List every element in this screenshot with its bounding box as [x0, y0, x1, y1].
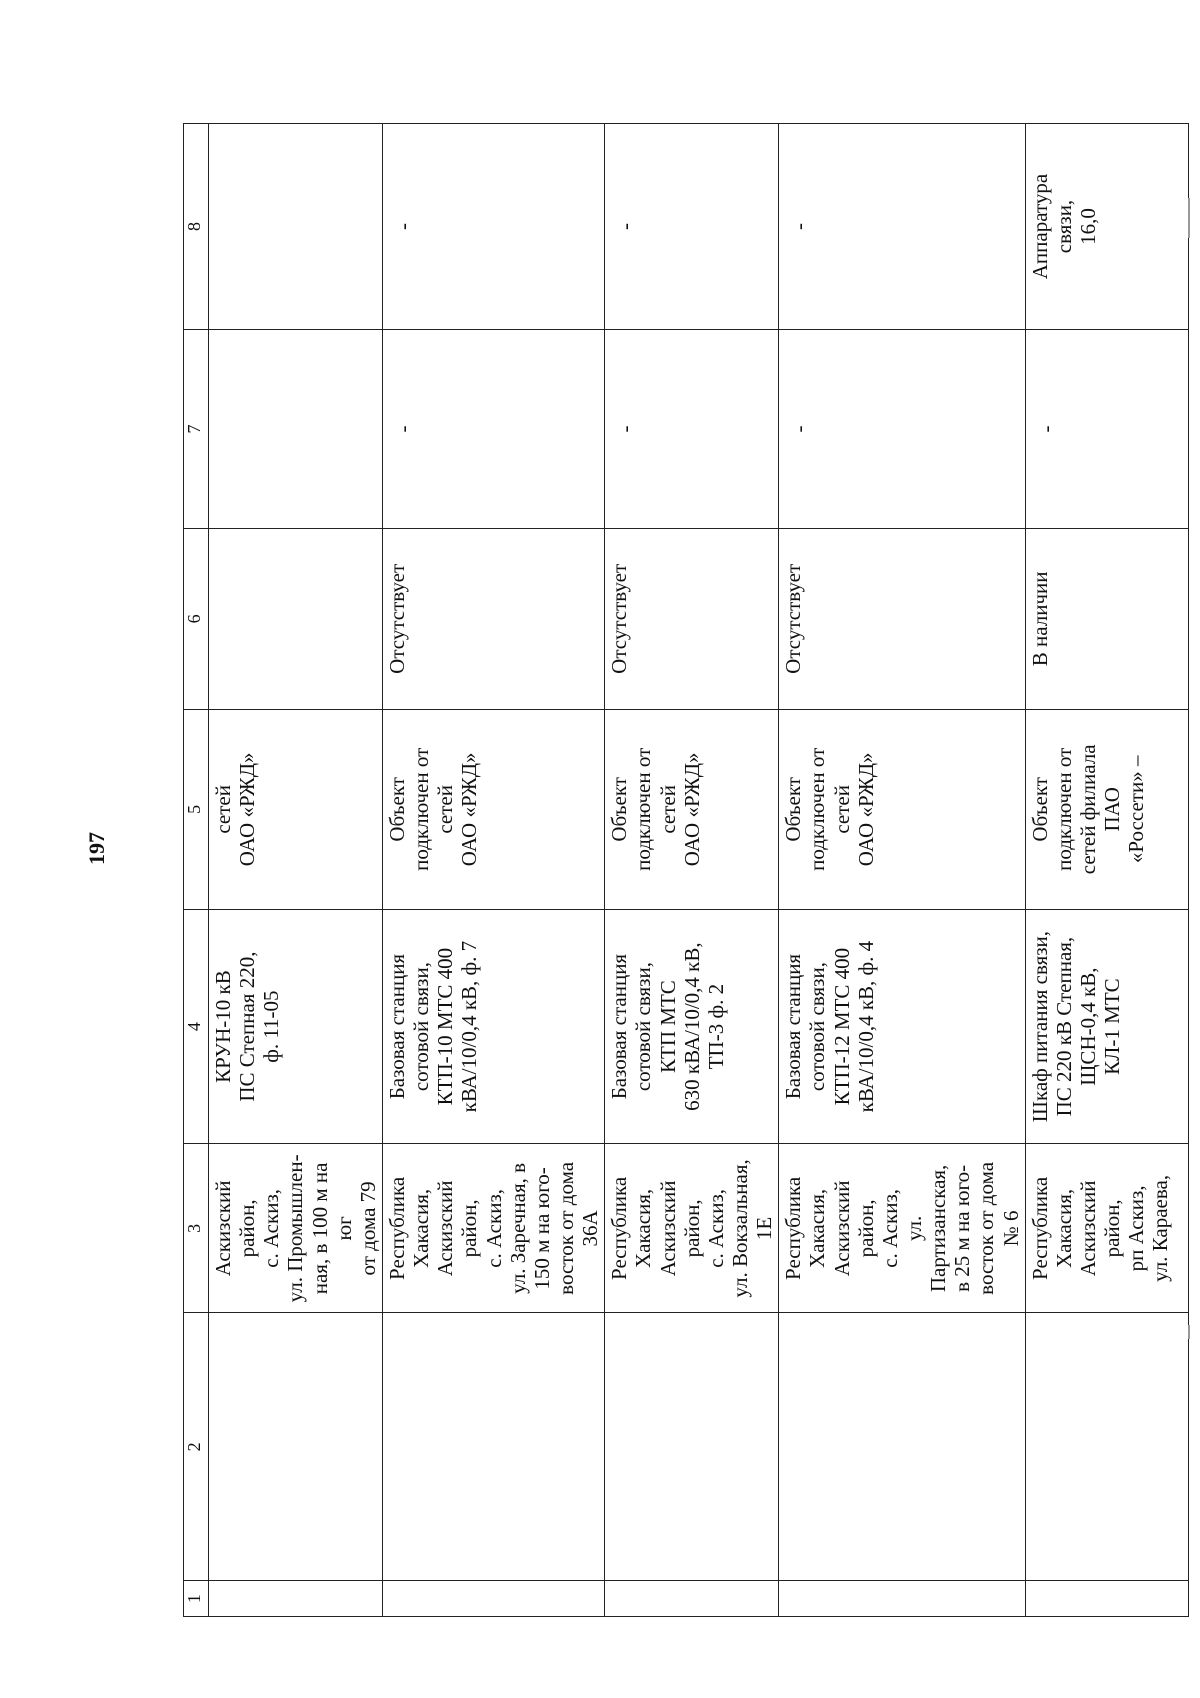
table-cell-col6	[779, 528, 1025, 709]
cell-text-line: подключен от	[409, 747, 434, 871]
table-cell-col1	[1025, 1581, 1188, 1617]
cell-text-line: Аскизский район,	[1075, 1180, 1125, 1277]
cell-text-line: 16,0	[1075, 208, 1100, 245]
scan-edge-mark	[1188, 198, 1190, 238]
cell-text-line: КТП-10 МТС 400	[433, 947, 458, 1106]
cell-text-line: рп Аскиз,	[1124, 1185, 1149, 1272]
cell-text-line: сотовой связи,	[409, 962, 434, 1092]
cell-text-line: КЛ-1 МТС	[1100, 978, 1125, 1075]
cell-text-line: 1Е	[752, 1216, 777, 1241]
cell-text-line: сетей	[433, 785, 458, 834]
cell-text-line: сетей	[211, 785, 235, 834]
column-header-4: 4	[184, 909, 209, 1144]
cell-text-line: Аппаратура	[1027, 173, 1052, 280]
table-row	[605, 124, 779, 1617]
table-cell-col4	[209, 909, 383, 1144]
cell-text-line: Хакасия,	[805, 1188, 830, 1268]
table-cell-col1	[382, 1581, 604, 1617]
cell-text-line: подключен от	[631, 747, 656, 871]
table-cell-col6	[1025, 528, 1188, 709]
cell-text-line: Республика	[1027, 1176, 1052, 1280]
cell-text-line: Аскизский район,	[433, 1180, 482, 1277]
cell-text-line: ул. Караева,	[1148, 1174, 1173, 1282]
table-cell-col2	[382, 1313, 604, 1581]
cell-text-line: Хакасия,	[1051, 1188, 1076, 1268]
cell-text-line: ТП-3 ф. 2	[703, 983, 728, 1070]
cell-text-line: ПС Степная 220,	[235, 951, 260, 1102]
cell-text-line: 630 кВА/10/0,4 кВ,	[679, 942, 704, 1111]
cell-text-line: ул. Заречная, в	[505, 1162, 530, 1294]
table-cell-col8	[209, 124, 383, 330]
cell-text-line: Аскизский район,	[211, 1180, 260, 1277]
table-cell-col2	[605, 1313, 779, 1581]
cell-text: Отсутствует	[781, 563, 806, 674]
table-cell-col2	[1025, 1313, 1188, 1581]
table-cell-col5	[779, 709, 1025, 909]
table-cell-col4	[779, 909, 1025, 1144]
cell-text-line: сотовой связи,	[631, 962, 656, 1092]
table-cell-col7	[605, 330, 779, 529]
cell-text-line: сетей филиала	[1075, 744, 1100, 875]
table-cell-col3	[779, 1144, 1025, 1313]
cell-text-line: Аскизский район,	[655, 1180, 704, 1277]
table-cell-col6	[209, 528, 383, 709]
cell-text-line: сетей	[829, 785, 854, 834]
table-cell-col8	[779, 124, 1025, 330]
cell-text-line: ул. Вокзальная,	[727, 1159, 752, 1298]
cell-text-line: ОАО «РЖД»	[235, 752, 260, 867]
table-cell-col3	[605, 1144, 779, 1313]
table-cell-col4	[1025, 909, 1188, 1144]
table-cell-col4	[382, 909, 604, 1144]
cell-text-line: ОАО «РЖД»	[853, 752, 878, 867]
table-cell-col5	[382, 709, 604, 909]
cell-text-line: ф. 11-05	[259, 990, 284, 1063]
table-cell-col7	[779, 330, 1025, 529]
cell-text-line: в 25 м на юго-	[950, 1164, 975, 1292]
cell-text-line: Объект	[781, 777, 806, 842]
column-header-1: 1	[184, 1581, 209, 1617]
cell-dash: -	[787, 223, 812, 231]
cell-text-line: Объект	[607, 777, 632, 842]
cell-text-line: с. Аскиз,	[259, 1189, 284, 1268]
table-cell-col5	[209, 709, 383, 909]
cell-text-line: КТП-12 МТС 400	[829, 947, 854, 1106]
cell-text-line: с. Аскиз,	[703, 1189, 728, 1268]
cell-text-line: от дома 79	[355, 1181, 380, 1276]
cell-text-line: ЩСН-0,4 кВ,	[1075, 967, 1100, 1086]
cell-text: Отсутствует	[607, 563, 632, 674]
cell-dash: -	[1033, 425, 1058, 433]
table-cell-col7	[382, 330, 604, 529]
table-cell-col1	[209, 1581, 383, 1617]
column-header-7: 7	[184, 330, 209, 529]
table-row	[1025, 124, 1188, 1617]
cell-text-line: ная, в 100 м на юг	[307, 1162, 356, 1295]
table-cell-col4	[605, 909, 779, 1144]
table-cell-col3	[1025, 1144, 1188, 1313]
cell-text-line: 36А	[578, 1210, 603, 1247]
rotated-table-container	[183, 123, 1173, 1617]
cell-text-line: ул. Партизанская,	[901, 1164, 951, 1293]
table-row	[209, 124, 383, 1617]
table-cell-col8	[382, 124, 604, 330]
column-header-3: 3	[184, 1144, 209, 1313]
cell-text-line: ПС 220 кВ Степная,	[1051, 936, 1076, 1117]
table-cell-col7	[209, 330, 383, 529]
table-cell-col5	[605, 709, 779, 909]
cell-text-line: 150 м на юго-	[529, 1167, 554, 1290]
cell-text-line: Шкаф питания связи,	[1027, 930, 1052, 1123]
table-row	[382, 124, 604, 1617]
table-cell-col6	[382, 528, 604, 709]
cell-text-line: ул. Промышлен-	[283, 1154, 308, 1303]
cell-text-line: ПАО	[1100, 787, 1125, 832]
table-cell-col5	[1025, 709, 1188, 909]
cell-dash: -	[390, 425, 415, 433]
cell-text-line: кВА/10/0,4 кВ, ф. 4	[853, 940, 878, 1113]
cell-text-line: подключен от	[1051, 747, 1076, 871]
cell-dash: -	[613, 425, 638, 433]
table-cell-col1	[605, 1581, 779, 1617]
cell-text-line: № 6	[998, 1210, 1023, 1247]
cell-text-line: Аскизский район,	[829, 1180, 878, 1277]
header-row	[184, 124, 209, 1617]
table-cell-col8	[605, 124, 779, 330]
cell-text-line: Базовая станция	[384, 953, 409, 1100]
table-cell-col2	[779, 1313, 1025, 1581]
cell-text-line: связи,	[1051, 199, 1076, 254]
cell-text-line: Базовая станция	[781, 953, 806, 1100]
table-cell-col7	[1025, 330, 1188, 529]
table-cell-col3	[382, 1144, 604, 1313]
cell-text-line: Хакасия,	[631, 1188, 656, 1268]
cell-text: В наличии	[1027, 571, 1052, 667]
cell-text-line: восток от дома	[974, 1161, 999, 1295]
cell-dash: -	[613, 223, 638, 231]
cell-text-line: Хакасия,	[409, 1188, 434, 1268]
cell-text-line: Объект	[1027, 777, 1052, 842]
cell-text-line: КРУН-10 кВ	[211, 970, 235, 1083]
cell-text-line: «Россети» –	[1124, 755, 1149, 864]
column-header-6: 6	[184, 528, 209, 709]
cell-text-line: Республика	[607, 1176, 632, 1280]
cell-text-line: ОАО «РЖД»	[457, 752, 482, 867]
cell-text-line: Республика	[781, 1176, 806, 1280]
cell-text-line: с. Аскиз,	[877, 1189, 902, 1268]
column-header-2: 2	[184, 1313, 209, 1581]
cell-text-line: сотовой связи,	[805, 962, 830, 1092]
cell-text-line: подключен от	[805, 747, 830, 871]
cell-text-line: сетей	[655, 785, 680, 834]
cell-text-line: Объект	[384, 777, 409, 842]
cell-text: Отсутствует	[384, 563, 409, 674]
cell-text-line: восток от дома	[553, 1161, 578, 1295]
cell-text-line: ОАО «РЖД»	[679, 752, 704, 867]
table-cell-col1	[779, 1581, 1025, 1617]
table-cell-col2	[209, 1313, 383, 1581]
cell-text-line: кВА/10/0,4 кВ, ф. 7	[457, 940, 482, 1113]
table-cell-col3	[209, 1144, 383, 1313]
cell-text-line: КТП МТС	[655, 980, 680, 1073]
cell-text-line: Базовая станция	[607, 953, 632, 1100]
data-table	[183, 123, 1189, 1617]
table-cell-col8	[1025, 124, 1188, 330]
page-number: 197	[84, 832, 109, 865]
table-row	[779, 124, 1025, 1617]
cell-dash: -	[390, 223, 415, 231]
table-cell-col6	[605, 528, 779, 709]
column-header-5: 5	[184, 709, 209, 909]
cell-dash: -	[787, 425, 812, 433]
cell-text-line: с. Аскиз,	[481, 1189, 506, 1268]
column-header-8: 8	[184, 124, 209, 330]
cell-text-line: Республика	[384, 1176, 409, 1280]
scan-edge-mark	[1188, 1325, 1190, 1339]
